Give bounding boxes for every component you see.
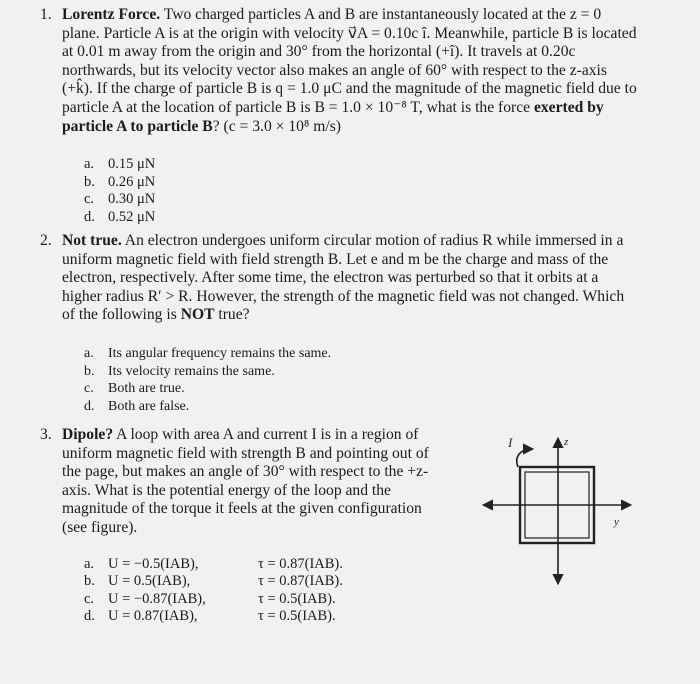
choice-text: Both are false. bbox=[108, 398, 190, 414]
choice-letter: a. bbox=[84, 345, 94, 361]
choice-d[interactable] bbox=[84, 608, 640, 626]
choice-energy: U = 0.5(IAB), bbox=[108, 573, 191, 590]
choice-a[interactable] bbox=[84, 345, 640, 363]
choice-torque: τ = 0.5(IAB). bbox=[258, 608, 336, 625]
choice-letter: c. bbox=[84, 590, 95, 607]
choice-letter: d. bbox=[84, 398, 95, 414]
problem-title: Not true. bbox=[62, 232, 122, 249]
problem-text: An electron undergoes uniform circular motion of radius R while immersed in a uniform magnetic field with field strength B. Let e and m be the charge and mass of the electron, respectively. After some time, the electron was perturbed so that it orbits at a higher radius R′ > R. However, the strength of the magnetic field was not changed. Which of the following is bbox=[62, 232, 625, 324]
choice-text: 0.15 μN bbox=[108, 156, 156, 173]
loop-figure bbox=[478, 433, 638, 593]
choice-energy: U = −0.87(IAB), bbox=[108, 590, 206, 607]
problem-text: Two charged particles A and B are instantaneously located at the z = 0 plane. Particle A is at the origin with velocity v⃗A = 0.10c î. Meanwhile, particle B is located at 0.01 m away from the origin and 30° from the horizontal (+î). It travels at 0.20c northwards, but its velocity vector also makes an angle of 60° with respect to the z-axis (+k̂). If the charge of particle B is q = 1.0 μC and the magnitude of the magnetic field due to particle A at the location of particle B is B = 1.0 × 10⁻⁸ T, what is the force bbox=[62, 6, 637, 116]
choice-text: Its velocity remains the same. bbox=[108, 363, 275, 379]
problem-number: 3. bbox=[40, 426, 52, 443]
choice-c[interactable] bbox=[84, 380, 640, 398]
choice-energy: U = −0.5(IAB), bbox=[108, 555, 199, 572]
problem-title: Lorentz Force. bbox=[62, 6, 161, 23]
z-label: z bbox=[564, 436, 569, 448]
current-arrow-icon bbox=[517, 449, 532, 467]
choice-c[interactable] bbox=[84, 191, 640, 209]
choice-letter: d. bbox=[84, 608, 95, 625]
problem-title: Dipole? bbox=[62, 426, 114, 443]
choice-b[interactable] bbox=[84, 363, 640, 381]
choice-letter: a. bbox=[84, 555, 95, 572]
choice-torque: τ = 0.5(IAB). bbox=[258, 590, 336, 607]
problem-text-end: ? (c = 3.0 × 10⁸ m/s) bbox=[212, 117, 341, 135]
choice-letter: b. bbox=[84, 573, 95, 590]
problem-number: 1. bbox=[40, 6, 52, 23]
choice-torque: τ = 0.87(IAB). bbox=[258, 555, 343, 572]
choice-energy: U = 0.87(IAB), bbox=[108, 608, 198, 625]
problem-number: 2. bbox=[40, 232, 52, 249]
choice-text: 0.26 μN bbox=[108, 173, 156, 190]
choice-b[interactable] bbox=[84, 174, 640, 192]
choice-text: Both are true. bbox=[108, 381, 185, 397]
choice-letter: c. bbox=[84, 191, 95, 208]
choice-d[interactable] bbox=[84, 209, 640, 227]
problem-text-bold: NOT bbox=[180, 306, 215, 324]
choice-letter: b. bbox=[84, 363, 95, 379]
y-label: y bbox=[614, 516, 619, 528]
choice-letter: d. bbox=[84, 208, 95, 225]
choice-text: 0.30 μN bbox=[108, 191, 156, 208]
choice-d[interactable] bbox=[84, 398, 640, 416]
choice-a[interactable] bbox=[84, 156, 640, 174]
choice-c[interactable] bbox=[84, 591, 640, 609]
current-label: I bbox=[508, 435, 513, 450]
problem-2 bbox=[40, 232, 640, 415]
problem-text-end: true? bbox=[214, 306, 250, 324]
choice-list bbox=[84, 345, 640, 415]
choice-letter: b. bbox=[84, 173, 95, 190]
problem-1 bbox=[40, 6, 640, 227]
choice-torque: τ = 0.87(IAB). bbox=[258, 573, 343, 590]
choice-letter: c. bbox=[84, 381, 94, 397]
choice-text: 0.52 μN bbox=[108, 208, 156, 225]
choice-list bbox=[84, 156, 640, 226]
problem-text: A loop with area A and current I is in a region of uniform magnetic field with strength B and pointing out of the page, but makes an angle of 30° with respect to the +z-axis. What is the potential energy of the loop and the magnitude of the torque it feels at the given configuration (see figure). bbox=[62, 426, 429, 536]
problem-text-bold: exerted by particle A to particle B bbox=[62, 98, 604, 135]
choice-text: Its angular frequency remains the same. bbox=[108, 345, 332, 361]
choice-letter: a. bbox=[84, 156, 95, 173]
